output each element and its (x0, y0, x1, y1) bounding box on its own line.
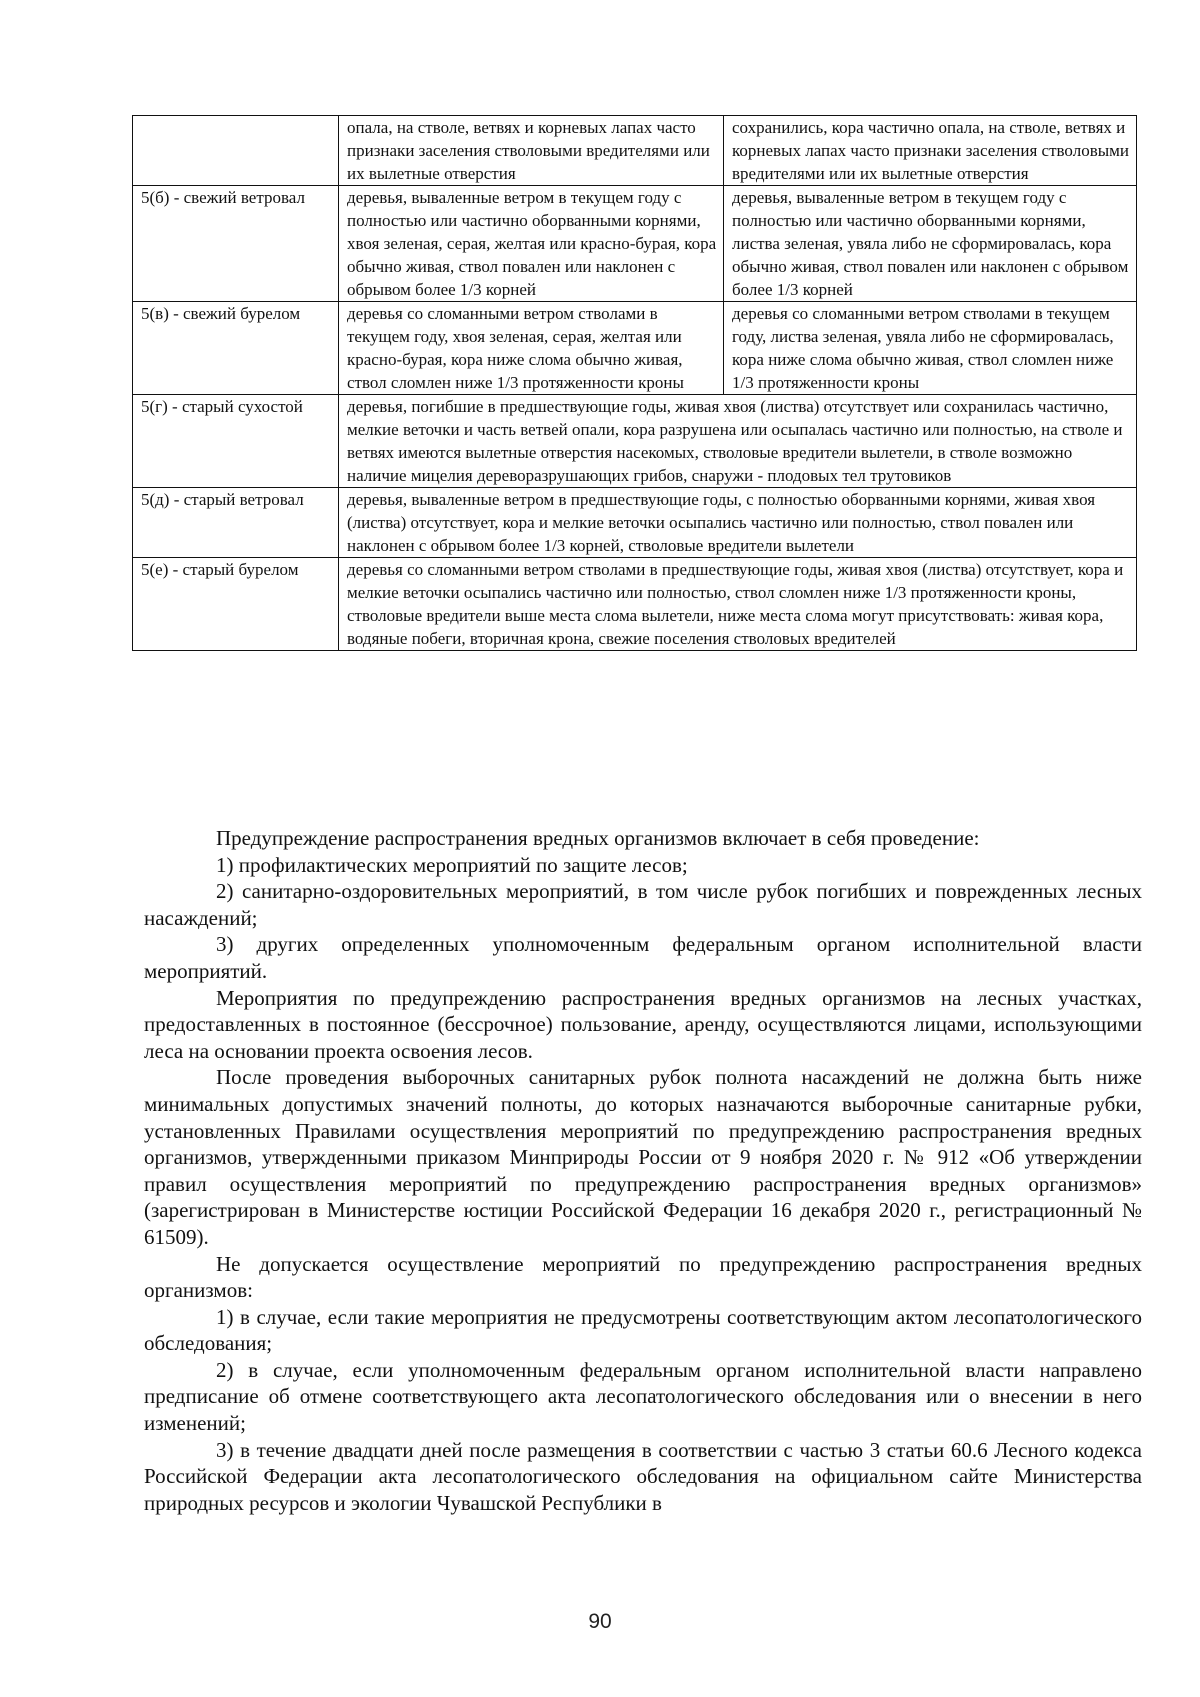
merged-description-cell: деревья, погибшие в предшествующие годы, живая хвоя (листва) отсутствует или сохранилась частично, мелкие веточки и часть ветвей опали, кора разрушена или осыпалась частично или полностью, на стволе и ветвях имеются вылетные отверстия насекомых, стволовые вредители вылетели, в стволе возможно наличие мицелия дереворазрушающих грибов, снаружи - плодовых тел трутовиков (339, 395, 1137, 488)
body-text (144, 825, 1142, 1516)
table-row (133, 116, 1137, 186)
paragraph: Не допускается осуществление мероприятий по предупреждению распространения вредных организмов: (144, 1251, 1142, 1303)
category-cell: 5(д) - старый ветровал (133, 488, 339, 558)
deciduous-description-cell: деревья, вываленные ветром в текущем году с полностью или частично оборванными корнями, листва зеленая, увяла либо не сформировалась, кора обычно живая, ствол повален или наклонен с обрывом более 1/3 корней (724, 186, 1137, 302)
tree-category-table (132, 115, 1137, 651)
table-row (133, 558, 1137, 651)
paragraph: 3) других определенных уполномоченным федеральным органом исполнительной власти мероприятий. (144, 932, 1142, 983)
paragraph: После проведения выборочных санитарных рубок полнота насаждений не должна быть ниже минимальных допустимых значений полноты, до которых назначаются выборочные санитарные рубки, установленных Правилами осуществления мероприятий по предупреждению распространения вредных организмов, утвержденными приказом Минприроды России от 9 ноября 2020 г. № 912 «Об утверждении правил осуществления мероприятий по предупреждению распространения вредных организмов» (зарегистрирован в Министерстве юстиции Российской Федерации 16 декабря 2020 г., регистрационный № 61509). (144, 1065, 1142, 1249)
paragraph: 2) санитарно-оздоровительных мероприятий, в том числе рубок погибших и поврежденных лесных насаждений; (144, 879, 1142, 930)
category-cell: 5(е) - старый бурелом (133, 558, 339, 651)
category-cell (133, 116, 339, 186)
deciduous-description-cell: сохранились, кора частично опала, на стволе, ветвях и корневых лапах часто признаки заселения стволовыми вредителями или их вылетные отверстия (724, 116, 1137, 186)
paragraph: 2) в случае, если уполномоченным федеральным органом исполнительной власти направлено предписание об отмене соответствующего акта лесопатологического обследования или о внесении в него изменений; (144, 1357, 1142, 1436)
table-row (133, 186, 1137, 302)
table-row (133, 395, 1137, 488)
coniferous-description-cell: деревья со сломанными ветром стволами в текущем году, хвоя зеленая, серая, желтая или красно-бурая, кора ниже слома обычно живая, ствол сломлен ниже 1/3 протяженности кроны (339, 302, 724, 395)
merged-description-cell: деревья, вываленные ветром в предшествующие годы, с полностью оборванными корнями, живая хвоя (листва) отсутствует, кора и мелкие веточки осыпались частично или полностью, ствол повален или наклонен с обрывом более 1/3 корней, стволовые вредители вылетели (339, 488, 1137, 558)
table-row (133, 302, 1137, 395)
coniferous-description-cell: деревья, вываленные ветром в текущем году с полностью или частично оборванными корнями, хвоя зеленая, серая, желтая или красно-бурая, кора обычно живая, ствол повален или наклонен с обрывом более 1/3 корней (339, 186, 724, 302)
paragraph: 1) профилактических мероприятий по защите лесов; (216, 852, 688, 877)
paragraph: Предупреждение распространения вредных организмов включает в себя проведение: (216, 826, 980, 850)
category-cell: 5(в) - свежий бурелом (133, 302, 339, 395)
category-cell: 5(б) - свежий ветровал (133, 186, 339, 302)
paragraph: 3) в течение двадцати дней после размещения в соответствии с частью 3 статьи 60.6 Лесного кодекса Российской Федерации акта лесопатологического обследования на официальном сайте Министерства природных ресурсов и экологии Чувашской Республики в (144, 1437, 1142, 1515)
merged-description-cell: деревья со сломанными ветром стволами в предшествующие годы, живая хвоя (листва) отсутствует, кора и мелкие веточки осыпались частично или полностью, ствол сломлен ниже 1/3 протяженности кроны, стволовые вредители выше места слома вылетели, ниже места слома могут присутствовать: живая кора, водяные побеги, вторичная крона, свежие поселения стволовых вредителей (339, 558, 1137, 651)
paragraph: 1) в случае, если такие мероприятия не предусмотрены соответствующим актом лесопатологического обследования; (144, 1304, 1142, 1356)
deciduous-description-cell: деревья со сломанными ветром стволами в текущем году, листва зеленая, увяла либо не сформировалась, кора ниже слома обычно живая, ствол сломлен ниже 1/3 протяженности кроны (724, 302, 1137, 395)
category-cell: 5(г) - старый сухостой (133, 395, 339, 488)
paragraph: Мероприятия по предупреждению распространения вредных организмов на лесных участках, предоставленных в постоянное (бессрочное) пользование, аренду, осуществляются лицами, использующими леса на основании проекта освоения лесов. (144, 985, 1142, 1063)
coniferous-description-cell: опала, на стволе, ветвях и корневых лапах часто признаки заселения стволовыми вредителями или их вылетные отверстия (339, 116, 724, 186)
page-number: 90 (588, 1610, 612, 1633)
table-row (133, 488, 1137, 558)
